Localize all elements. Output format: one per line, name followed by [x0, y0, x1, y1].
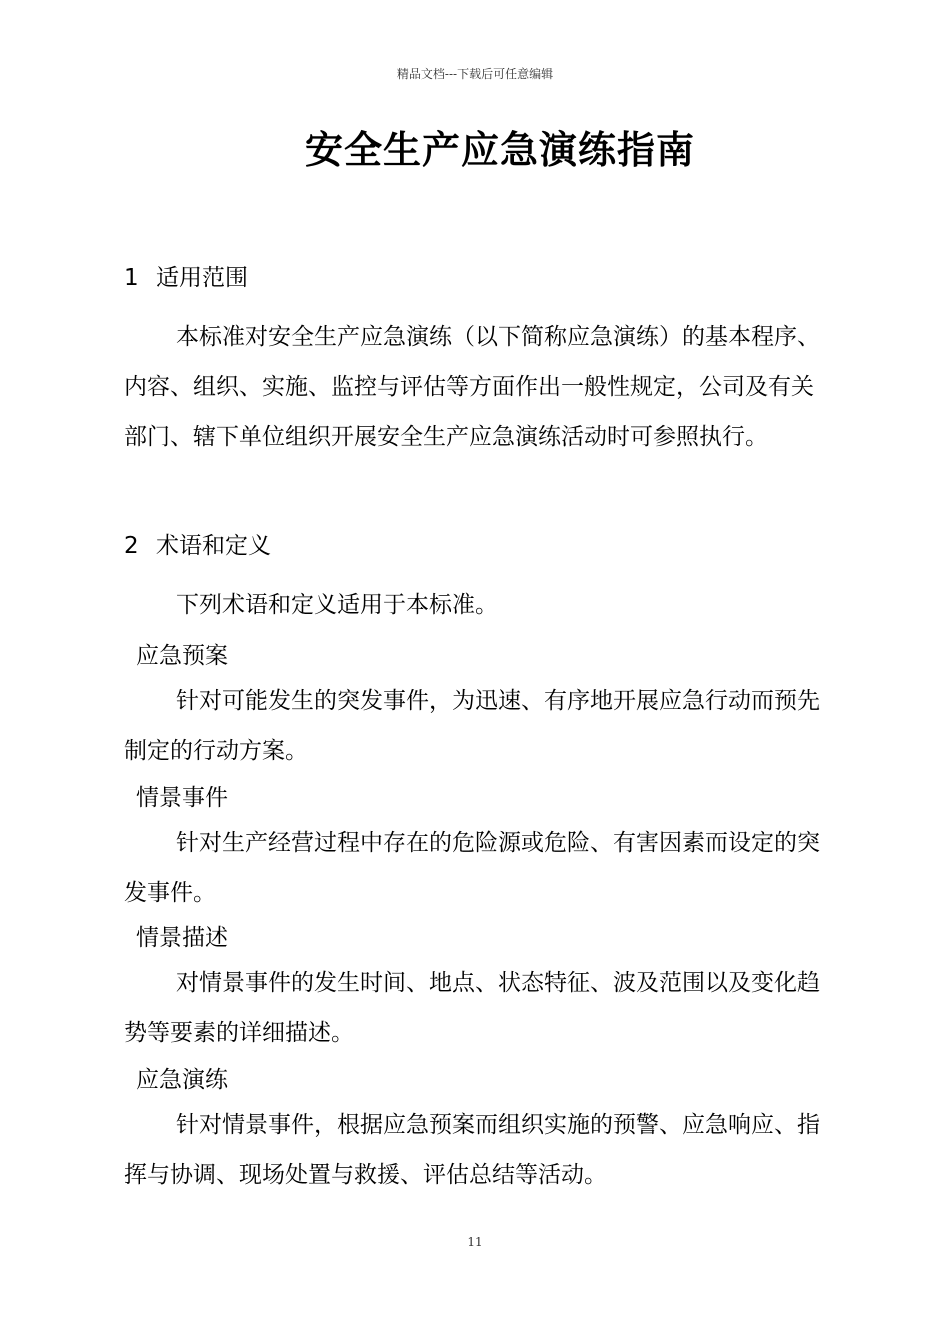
term-definition: 对情景事件的发生时间、地点、状态特征、波及范围以及变化趋势等要素的详细描述。	[124, 970, 820, 1046]
section-heading-scope	[124, 262, 248, 294]
section-title: 适用范围	[156, 265, 248, 291]
term-definition: 针对生产经营过程中存在的危险源或危险、有害因素而设定的突发事件。	[124, 830, 820, 906]
page-number: 11	[467, 1235, 483, 1249]
term-title: 应急预案	[136, 643, 228, 669]
section-heading-terms	[124, 530, 271, 562]
term-title: 情景描述	[136, 925, 228, 951]
section-number: 1	[124, 265, 139, 291]
header-note: 精品文档---下载后可任意编辑	[396, 67, 554, 81]
document-title: 安全生产应急演练指南	[304, 128, 695, 172]
section-title: 术语和定义	[156, 533, 271, 559]
section-number: 2	[124, 533, 139, 559]
section-paragraph-scope: 本标准对安全生产应急演练（以下简称应急演练）的基本程序、内容、组织、实施、监控与评估等方面作出一般性规定，公司及有关部门、辖下单位组织开展安全生产应急演练活动时可参照执行。	[124, 324, 820, 450]
term-definition: 针对可能发生的突发事件，为迅速、有序地开展应急行动而预先制定的行动方案。	[124, 688, 820, 764]
term-title: 情景事件	[136, 785, 228, 811]
term-title: 应急演练	[136, 1067, 228, 1093]
term-definition: 针对情景事件，根据应急预案而组织实施的预警、应急响应、指挥与协调、现场处置与救援、评估总结等活动。	[124, 1112, 820, 1188]
section-paragraph-terms: 下列术语和定义适用于本标准。	[176, 592, 498, 618]
